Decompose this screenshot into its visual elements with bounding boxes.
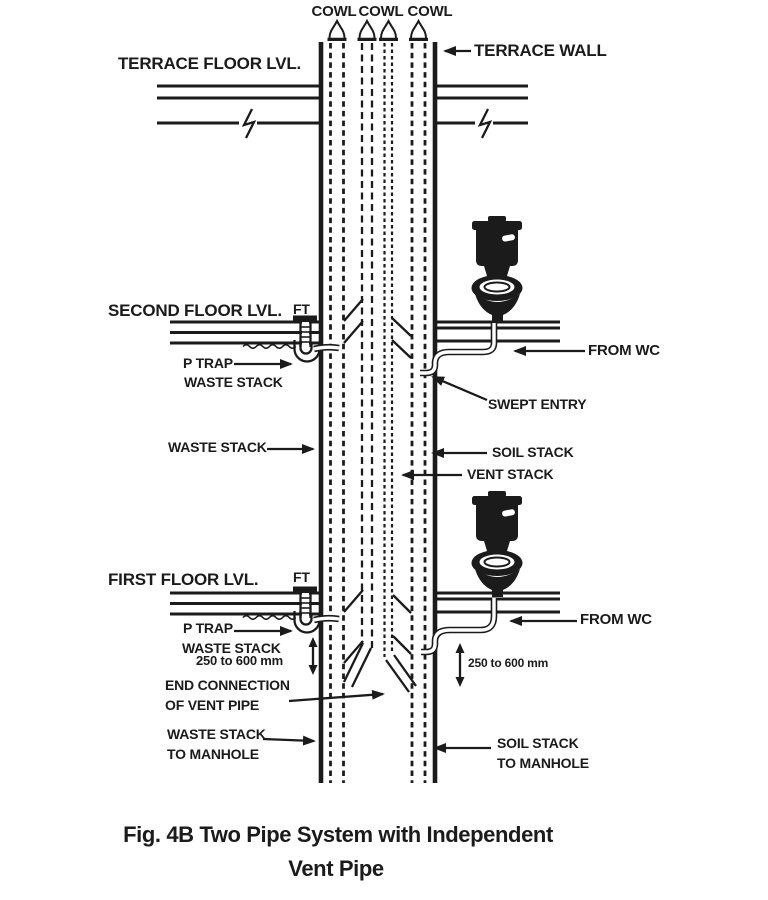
swept-entry-label: SWEPT ENTRY [488,396,587,412]
waste-stack-to-manhole-label: TO MANHOLE [167,746,259,762]
floor-trap-label: FT [293,569,310,585]
toilet-icon [472,491,523,597]
end-connection-arrow [289,694,383,701]
cowl-icon [409,21,428,39]
waste-vent-pipe [362,43,372,648]
waste-stack-label: WASTE STACK [184,374,283,390]
dimension-arrow [309,637,318,675]
end-connection-label: END CONNECTION [165,677,290,693]
second-floor-level-label: SECOND FLOOR LVL. [108,301,282,320]
waste-manhole-arrow [263,739,314,741]
waste-stack-label: WASTE STACK [182,640,281,656]
figure-caption: Fig. 4B Two Pipe System with Independent [123,822,553,847]
pipe-break-icon [244,109,254,138]
swept-entry-arrow [433,377,487,400]
cowl-icon [379,21,398,39]
soil-stack-to-manhole-label: TO MANHOLE [497,755,589,771]
floor-trap-label: FT [293,301,310,317]
wc-connection-pipe [420,323,494,373]
cowl-icon [328,21,347,39]
terrace-wall-label: TERRACE WALL [474,41,607,60]
cowl-label: COWL [358,3,404,20]
cowl-icon [358,21,377,39]
water-level-squiggle [243,616,296,620]
first-floor-level-label: FIRST FLOOR LVL. [108,570,259,589]
waste-stack-pipe [331,43,344,783]
dimension-label: 250 to 600 mm [196,653,284,668]
terrace-floor-level-label: TERRACE FLOOR LVL. [118,54,302,73]
branch-connections [344,299,411,663]
soil-stack-label: SOIL STACK [492,444,574,460]
vent-stack-label: VENT STACK [467,466,554,482]
dimension-arrow [456,643,465,687]
pipe-break-icon [480,109,490,138]
vent-stack-pipe [385,43,393,657]
figure-caption: Vent Pipe [288,856,384,881]
soil-stack-to-manhole-label: SOIL STACK [497,735,579,751]
waste-stack-label: WASTE STACK [168,439,267,455]
from-wc-label: FROM WC [580,611,652,628]
waste-stack-to-manhole-label: WASTE STACK [167,726,266,742]
cowl-label: COWL [311,3,357,20]
from-wc-label: FROM WC [588,342,660,359]
wc-connection-pipe [421,598,494,652]
end-connection-label: OF VENT PIPE [165,697,260,713]
second-floor-slab [170,322,560,343]
soil-stack-pipe [412,43,425,783]
p-trap-label: P TRAP [183,355,233,371]
cowl-label: COWL [407,3,453,20]
p-trap-label: P TRAP [183,620,233,636]
water-level-squiggle [243,345,296,349]
dimension-label: 250 to 600 mm [468,656,549,670]
toilet-icon [472,216,523,322]
duct-walls [321,42,435,783]
